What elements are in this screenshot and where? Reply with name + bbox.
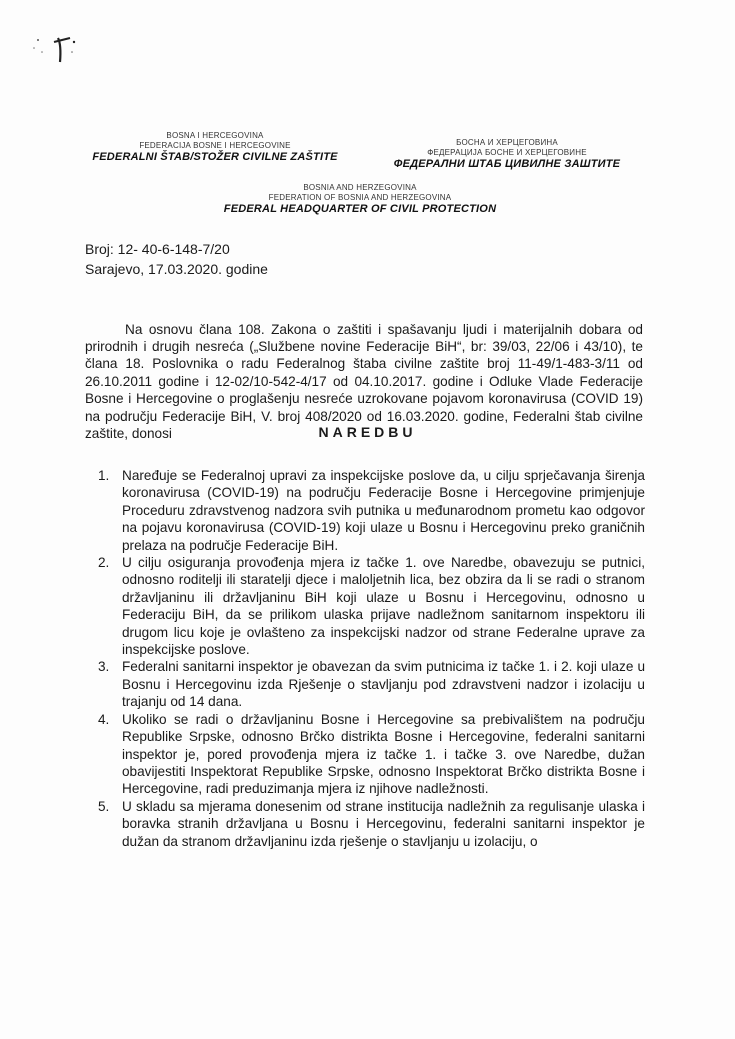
- list-item: [98, 798, 645, 850]
- order-items-list: [98, 467, 645, 850]
- header-english-institution: FEDERAL HEADQUARTER OF CIVIL PROTECTION: [223, 203, 497, 215]
- list-item-text: Naređuje se Federalnoj upravi za inspekcijske poslove da, u cilju sprječavanja širenja koronavirusa (COVID-19) na području Federacije Bosne i Hercegovine primjenjuje Proceduru zdravstvenog nadzora svih putnika u međunarodnom prometu kao odgovor na pojavu koronavirusa (COVID-19) koji ulaze u Bosnu i Hercegovinu preko graničnih prelaza na područje Federacije BiH.: [122, 468, 645, 553]
- reference-place-date: Sarajevo, 17.03.2020. godine: [85, 261, 268, 277]
- intro-paragraph: Na osnovu člana 108. Zakona o zaštiti i spašavanju ljudi i materijalnih dobara od prirodnih i drugih nesreća („Službene novine Federacije BiH“, br: 39/03, 22/06 i 43/10), te člana 18. Poslovnika o radu Federalnog štaba civilne zaštite broj 11-49/1-483-3/11 od 26.10.2011 godine i 12-02/10-542-4/17 od 04.10.2017. godine i Odluke Vlade Federacije Bosne i Hercegovine o proglašenju nesreće uzrokovane pojavom koronavirusa (COVID 19) na području Federacije BiH, V. broj 408/2020 od 16.03.2020. godine, Federalni štab civilne zaštite, donosi: [85, 321, 643, 442]
- header-bosnian-federation: FEDERACIJA BOSNE I HERCEGOVINE: [139, 141, 291, 150]
- header-serbian-federation: ФЕДЕРАЦИЈА БОСНЕ И ХЕРЦЕГОВИНЕ: [427, 148, 587, 157]
- list-item-text: Ukoliko se radi o državljaninu Bosne i Hercegovine sa prebivalištem na području Republike Srpske, odnosno Brčko distrikta Bosne i Hercegovine, federalni sanitarni inspektor je, pored provođenja mjera iz tačke 1. i tačke 3. ove Naredbe, dužan obavijestiti Inspektorat Republike Srpske, odnosno Inspektorat Brčko distrikta Bosne i Hercegovine, radi preduzimanja mjera iz njihove nadležnosti.: [122, 711, 645, 797]
- document-reference: [85, 239, 268, 279]
- handwritten-mark-icon: [30, 30, 90, 70]
- list-item-number: 5.: [98, 798, 110, 814]
- list-item-number: 4.: [98, 711, 110, 727]
- header-serbian-institution: ФЕДЕРАЛНИ ШТАБ ЦИВИЛНЕ ЗАШТИТЕ: [393, 158, 621, 170]
- header-bosnian-country: BOSNA I HERCEGOVINA: [166, 131, 264, 140]
- header-serbian: [382, 138, 632, 172]
- list-item-text: U cilju osiguranja provođenja mjera iz tačke 1. ove Naredbe, obavezuju se putnici, odnosno roditelji ili staratelji djece i maloljetnih lica, bez obzira da li se radi o stranom državljaninu ili državljaninu BiH koji ulaze u Bosnu i Hercegovinu, odnosno u Federaciju BiH, da se prilikom ulaska prijave nadležnom sanitarnom inspektoru ili drugom licu koje je ovlašteno za inspekcijski nadzor od strane Federalne uprave za inspekcijske poslove.: [122, 555, 645, 658]
- header-bosnian-institution: FEDERALNI ŠTAB/STOŽER CIVILNE ZAŠTITE: [92, 151, 338, 163]
- list-item: [98, 711, 645, 798]
- header-english: [200, 183, 520, 217]
- list-item-number: 2.: [98, 555, 110, 571]
- document-title: NAREDBU: [318, 424, 417, 440]
- reference-number: Broj: 12- 40-6-148-7/20: [85, 241, 230, 257]
- list-item-text: U skladu sa mjerama donesenim od strane institucija nadležnih za regulisanje ulaska i boravka stranih državljana u Bosnu i Hercegovinu, federalni sanitarni inspektor je dužan da stranom državljaninu izda rješenje o stavljanju u izolaciju, o: [122, 798, 645, 849]
- list-item-number: 1.: [98, 468, 110, 483]
- header-english-country: BOSNIA AND HERZEGOVINA: [303, 183, 417, 192]
- list-item-text: Federalni sanitarni inspektor je obavezan da svim putnicima iz tačke 1. i 2. koji ulaze u Bosnu i Hercegovinu izda Rješenje o stavljanju pod zdravstveni nadzor i izolaciju u trajanju od 14 dana.: [122, 659, 645, 710]
- list-item: [98, 467, 645, 554]
- list-item: [98, 658, 645, 710]
- header-serbian-country: БОСНА И ХЕРЦЕГОВИНА: [456, 138, 558, 147]
- header-english-federation: FEDERATION OF BOSNIA AND HERZEGOVINA: [268, 193, 452, 202]
- list-item: [98, 554, 645, 658]
- header-bosnian: [90, 131, 340, 165]
- list-item-number: 3.: [98, 659, 110, 675]
